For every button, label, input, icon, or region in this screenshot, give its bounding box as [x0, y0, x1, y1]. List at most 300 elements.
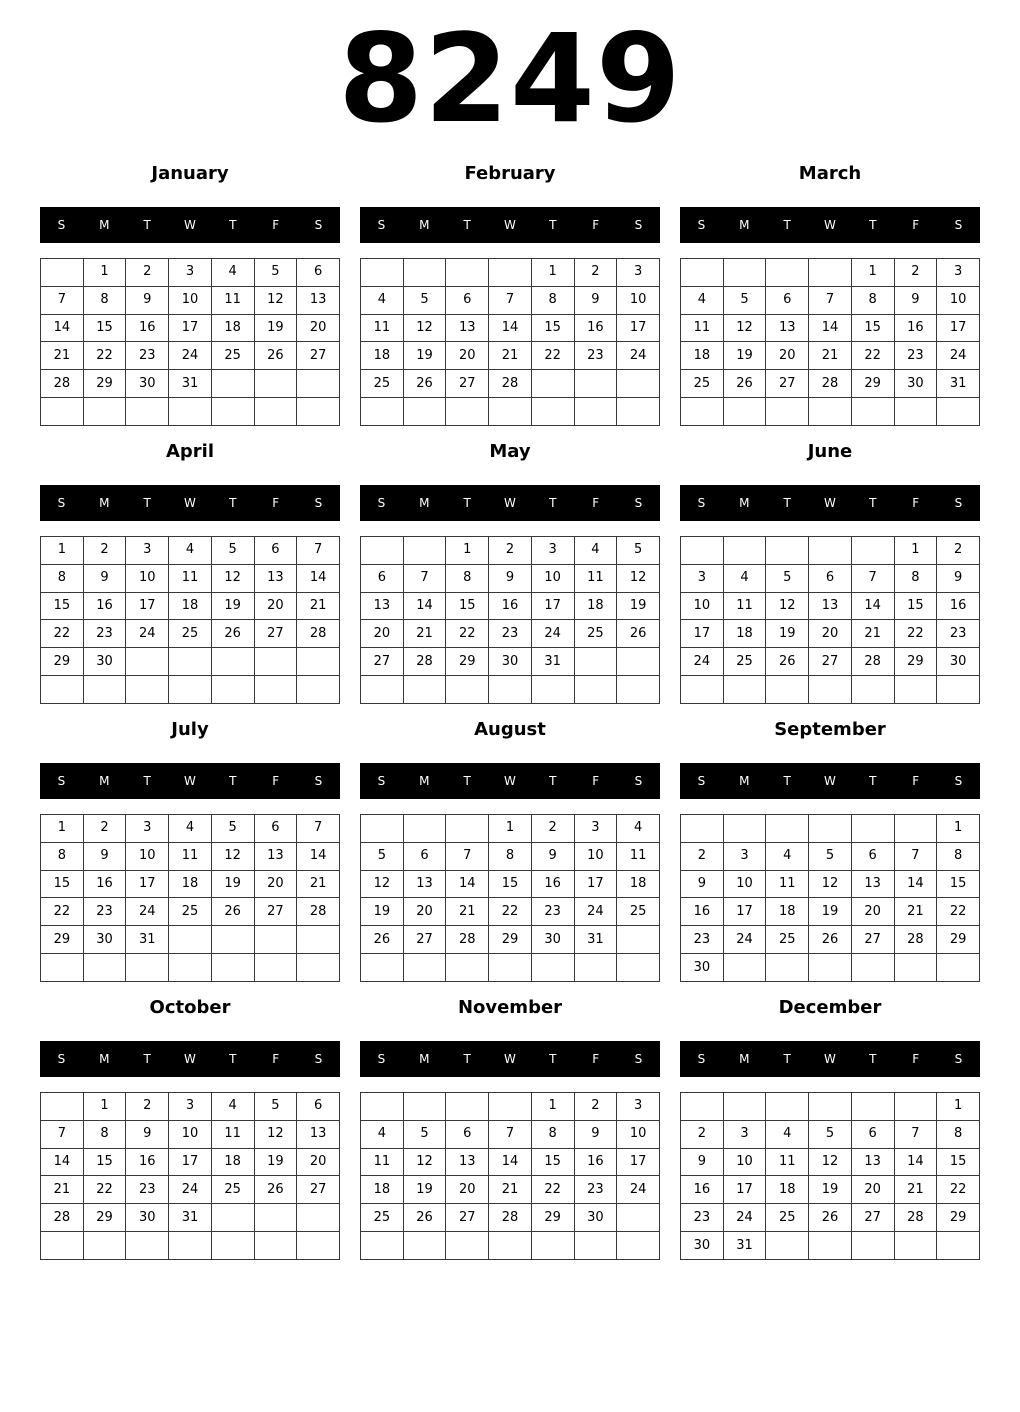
empty-day-cell — [446, 1232, 489, 1260]
day-cell: 17 — [617, 314, 660, 342]
empty-day-cell — [937, 954, 980, 982]
empty-day-cell — [126, 648, 169, 676]
weekday-label: T — [783, 218, 791, 232]
empty-day-cell — [851, 1232, 894, 1260]
empty-day-cell — [211, 1232, 254, 1260]
weekday-label: W — [504, 496, 516, 510]
weekday-header — [680, 763, 980, 799]
day-cell: 26 — [809, 926, 852, 954]
day-cell: 5 — [403, 1120, 446, 1148]
day-cell: 9 — [937, 564, 980, 592]
empty-day-cell — [809, 676, 852, 704]
empty-day-cell — [723, 259, 766, 287]
day-cell: 11 — [574, 564, 617, 592]
day-cell: 26 — [361, 926, 404, 954]
week-row — [681, 926, 980, 954]
empty-day-cell — [809, 954, 852, 982]
empty-day-cell — [254, 926, 297, 954]
day-cell: 24 — [723, 1204, 766, 1232]
weekday-header — [360, 485, 660, 521]
empty-day-cell — [489, 398, 532, 426]
day-cell: 4 — [723, 564, 766, 592]
day-cell: 24 — [126, 620, 169, 648]
day-cell: 11 — [723, 592, 766, 620]
empty-day-cell — [211, 954, 254, 982]
weekday-header — [40, 763, 340, 799]
day-cell: 4 — [681, 286, 724, 314]
day-cell: 27 — [361, 648, 404, 676]
day-cell: 22 — [531, 1176, 574, 1204]
day-cell: 20 — [297, 1148, 340, 1176]
day-cell: 29 — [83, 1204, 126, 1232]
weekday-label: F — [272, 774, 280, 788]
week-row — [681, 620, 980, 648]
week-row — [681, 314, 980, 342]
day-cell: 27 — [254, 898, 297, 926]
day-cell: 2 — [894, 259, 937, 287]
week-row — [681, 1232, 980, 1260]
empty-day-cell — [851, 954, 894, 982]
day-cell: 5 — [211, 537, 254, 565]
day-cell: 9 — [83, 564, 126, 592]
weekday-label: S — [314, 774, 323, 788]
day-cell: 8 — [489, 842, 532, 870]
day-cell: 25 — [723, 648, 766, 676]
weekday-label: T — [229, 218, 237, 232]
day-cell: 2 — [531, 815, 574, 843]
weekday-label: T — [229, 496, 237, 510]
day-cell: 11 — [361, 314, 404, 342]
week-row — [361, 898, 660, 926]
week-row — [361, 676, 660, 704]
empty-day-cell — [403, 1093, 446, 1121]
day-cell: 16 — [681, 1176, 724, 1204]
day-cell: 16 — [681, 898, 724, 926]
day-cell: 7 — [851, 564, 894, 592]
day-cell: 9 — [574, 1120, 617, 1148]
day-cell: 2 — [126, 1093, 169, 1121]
week-row — [361, 815, 660, 843]
day-cell: 15 — [489, 870, 532, 898]
weekday-label: W — [184, 1052, 196, 1066]
day-cell: 16 — [489, 592, 532, 620]
day-cell: 24 — [723, 926, 766, 954]
day-cell: 8 — [531, 1120, 574, 1148]
day-cell: 4 — [617, 815, 660, 843]
day-cell: 22 — [83, 342, 126, 370]
day-cell: 6 — [851, 842, 894, 870]
day-cell: 4 — [169, 815, 212, 843]
day-cell: 19 — [211, 870, 254, 898]
day-cell: 25 — [766, 926, 809, 954]
day-grid — [360, 258, 660, 426]
day-cell: 1 — [937, 1093, 980, 1121]
day-cell: 17 — [723, 1176, 766, 1204]
empty-day-cell — [297, 398, 340, 426]
empty-day-cell — [211, 370, 254, 398]
day-cell: 14 — [41, 314, 84, 342]
day-cell: 13 — [809, 592, 852, 620]
empty-day-cell — [937, 1232, 980, 1260]
weekday-label: W — [824, 218, 836, 232]
weekday-label: T — [143, 1052, 151, 1066]
week-row — [41, 676, 340, 704]
weekday-label: S — [57, 1052, 66, 1066]
day-cell: 29 — [41, 926, 84, 954]
weekday-label: S — [377, 218, 386, 232]
empty-day-cell — [403, 815, 446, 843]
week-row — [41, 370, 340, 398]
day-cell: 9 — [531, 842, 574, 870]
day-cell: 22 — [531, 342, 574, 370]
empty-day-cell — [446, 1093, 489, 1121]
day-cell: 18 — [574, 592, 617, 620]
day-cell: 26 — [211, 898, 254, 926]
day-cell: 28 — [41, 370, 84, 398]
week-row — [681, 1120, 980, 1148]
day-cell: 20 — [446, 342, 489, 370]
day-cell: 11 — [766, 1148, 809, 1176]
day-cell: 12 — [211, 564, 254, 592]
weekday-label: S — [634, 1052, 643, 1066]
day-cell: 12 — [723, 314, 766, 342]
empty-day-cell — [297, 648, 340, 676]
day-cell: 23 — [937, 620, 980, 648]
month-name: December — [778, 997, 882, 1018]
day-cell: 25 — [169, 620, 212, 648]
week-row — [681, 537, 980, 565]
empty-day-cell — [681, 815, 724, 843]
day-cell: 7 — [489, 1120, 532, 1148]
day-cell: 13 — [403, 870, 446, 898]
week-row — [361, 537, 660, 565]
day-cell: 11 — [361, 1148, 404, 1176]
day-cell: 11 — [211, 286, 254, 314]
weekday-label: S — [314, 1052, 323, 1066]
week-row — [41, 286, 340, 314]
day-cell: 8 — [83, 1120, 126, 1148]
week-row — [361, 954, 660, 982]
empty-day-cell — [531, 398, 574, 426]
day-cell: 1 — [894, 537, 937, 565]
day-cell: 14 — [894, 870, 937, 898]
empty-day-cell — [446, 954, 489, 982]
empty-day-cell — [531, 1232, 574, 1260]
day-cell: 20 — [297, 314, 340, 342]
empty-day-cell — [126, 676, 169, 704]
empty-day-cell — [361, 1232, 404, 1260]
weekday-label: F — [272, 496, 280, 510]
empty-day-cell — [254, 954, 297, 982]
day-cell: 20 — [361, 620, 404, 648]
empty-day-cell — [489, 259, 532, 287]
day-cell: 7 — [894, 842, 937, 870]
day-cell: 24 — [169, 342, 212, 370]
day-cell: 9 — [894, 286, 937, 314]
day-cell: 13 — [297, 286, 340, 314]
day-cell: 23 — [126, 1176, 169, 1204]
day-cell: 9 — [681, 1148, 724, 1176]
day-cell: 8 — [446, 564, 489, 592]
day-cell: 10 — [617, 286, 660, 314]
week-row — [361, 1120, 660, 1148]
day-cell: 25 — [169, 898, 212, 926]
day-cell: 2 — [937, 537, 980, 565]
day-cell: 27 — [297, 342, 340, 370]
day-cell: 21 — [489, 342, 532, 370]
weekday-label: M — [419, 218, 430, 232]
weekday-label: S — [954, 496, 963, 510]
day-cell: 18 — [361, 1176, 404, 1204]
day-cell: 29 — [937, 1204, 980, 1232]
day-cell: 30 — [937, 648, 980, 676]
day-cell: 25 — [361, 370, 404, 398]
weekday-label: T — [869, 774, 877, 788]
week-row — [361, 1204, 660, 1232]
week-row — [41, 342, 340, 370]
day-cell: 28 — [809, 370, 852, 398]
day-cell: 26 — [254, 1176, 297, 1204]
day-cell: 24 — [574, 898, 617, 926]
day-cell: 3 — [169, 259, 212, 287]
day-cell: 4 — [574, 537, 617, 565]
week-row — [41, 870, 340, 898]
day-cell: 25 — [617, 898, 660, 926]
weekday-label: M — [99, 1052, 110, 1066]
day-cell: 9 — [681, 870, 724, 898]
day-cell: 23 — [489, 620, 532, 648]
day-cell: 15 — [83, 314, 126, 342]
day-cell: 5 — [254, 1093, 297, 1121]
weekday-label: F — [592, 1052, 600, 1066]
empty-day-cell — [723, 815, 766, 843]
empty-day-cell — [361, 954, 404, 982]
day-cell: 8 — [41, 564, 84, 592]
day-cell: 23 — [83, 620, 126, 648]
empty-day-cell — [766, 676, 809, 704]
day-cell: 1 — [41, 537, 84, 565]
day-cell: 15 — [41, 870, 84, 898]
empty-day-cell — [83, 954, 126, 982]
day-cell: 19 — [723, 342, 766, 370]
day-cell: 18 — [766, 1176, 809, 1204]
empty-day-cell — [41, 1093, 84, 1121]
day-cell: 28 — [851, 648, 894, 676]
day-cell: 22 — [937, 1176, 980, 1204]
weekday-label: M — [419, 496, 430, 510]
day-cell: 10 — [937, 286, 980, 314]
weekday-label: T — [143, 774, 151, 788]
month-name: January — [151, 163, 229, 184]
empty-day-cell — [489, 676, 532, 704]
day-cell: 27 — [254, 620, 297, 648]
day-cell: 31 — [574, 926, 617, 954]
empty-day-cell — [126, 398, 169, 426]
day-cell: 7 — [894, 1120, 937, 1148]
day-cell: 2 — [681, 1120, 724, 1148]
day-grid — [680, 814, 980, 982]
day-grid — [40, 258, 340, 426]
day-cell: 5 — [723, 286, 766, 314]
weekday-label: M — [419, 774, 430, 788]
day-cell: 19 — [254, 314, 297, 342]
day-cell: 28 — [894, 1204, 937, 1232]
day-cell: 25 — [766, 1204, 809, 1232]
day-cell: 27 — [297, 1176, 340, 1204]
day-cell: 5 — [617, 537, 660, 565]
day-grid — [40, 1092, 340, 1260]
empty-day-cell — [361, 259, 404, 287]
day-cell: 14 — [446, 870, 489, 898]
weekday-label: S — [697, 496, 706, 510]
weekday-label: S — [634, 496, 643, 510]
empty-day-cell — [894, 1093, 937, 1121]
empty-day-cell — [83, 1232, 126, 1260]
weekday-label: F — [272, 218, 280, 232]
empty-day-cell — [851, 1093, 894, 1121]
empty-day-cell — [531, 954, 574, 982]
day-cell: 9 — [126, 286, 169, 314]
empty-day-cell — [809, 815, 852, 843]
weekday-label: T — [463, 1052, 471, 1066]
day-cell: 6 — [809, 564, 852, 592]
empty-day-cell — [169, 398, 212, 426]
day-cell: 10 — [574, 842, 617, 870]
weekday-label: T — [143, 218, 151, 232]
week-row — [681, 842, 980, 870]
empty-day-cell — [809, 537, 852, 565]
empty-day-cell — [574, 648, 617, 676]
day-cell: 8 — [937, 842, 980, 870]
week-row — [41, 259, 340, 287]
day-cell: 2 — [83, 815, 126, 843]
day-cell: 10 — [126, 564, 169, 592]
day-cell: 8 — [83, 286, 126, 314]
month-name: March — [798, 163, 862, 184]
empty-day-cell — [617, 926, 660, 954]
day-cell: 10 — [126, 842, 169, 870]
day-cell: 12 — [361, 870, 404, 898]
day-cell: 15 — [937, 1148, 980, 1176]
weekday-label: M — [99, 774, 110, 788]
week-row — [361, 1176, 660, 1204]
day-cell: 2 — [489, 537, 532, 565]
empty-day-cell — [446, 676, 489, 704]
empty-day-cell — [531, 676, 574, 704]
day-cell: 14 — [894, 1148, 937, 1176]
day-cell: 30 — [126, 370, 169, 398]
day-cell: 18 — [617, 870, 660, 898]
day-grid — [40, 814, 340, 982]
weekday-label: S — [57, 496, 66, 510]
day-cell: 21 — [403, 620, 446, 648]
day-cell: 13 — [254, 842, 297, 870]
empty-day-cell — [489, 954, 532, 982]
day-cell: 17 — [937, 314, 980, 342]
weekday-label: S — [634, 218, 643, 232]
day-cell: 12 — [766, 592, 809, 620]
week-row — [681, 286, 980, 314]
week-row — [681, 259, 980, 287]
week-row — [361, 314, 660, 342]
month-name: May — [489, 441, 531, 462]
day-cell: 15 — [446, 592, 489, 620]
day-cell: 7 — [41, 286, 84, 314]
day-cell: 7 — [403, 564, 446, 592]
empty-day-cell — [617, 1232, 660, 1260]
empty-day-cell — [617, 648, 660, 676]
weekday-header — [40, 1041, 340, 1077]
day-cell: 3 — [937, 259, 980, 287]
day-cell: 24 — [681, 648, 724, 676]
weekday-label: S — [314, 218, 323, 232]
empty-day-cell — [211, 926, 254, 954]
empty-day-cell — [254, 1204, 297, 1232]
day-cell: 29 — [41, 648, 84, 676]
day-cell: 22 — [894, 620, 937, 648]
empty-day-cell — [297, 1232, 340, 1260]
day-cell: 10 — [531, 564, 574, 592]
weekday-header — [40, 207, 340, 243]
week-row — [681, 1148, 980, 1176]
day-grid — [680, 536, 980, 704]
weekday-label: S — [954, 1052, 963, 1066]
weekday-label: F — [912, 218, 920, 232]
weekday-header — [680, 1041, 980, 1077]
month-name: September — [774, 719, 886, 740]
day-cell: 21 — [809, 342, 852, 370]
week-row — [681, 815, 980, 843]
day-cell: 18 — [211, 314, 254, 342]
empty-day-cell — [574, 1232, 617, 1260]
week-row — [41, 926, 340, 954]
empty-day-cell — [126, 954, 169, 982]
empty-day-cell — [446, 815, 489, 843]
day-cell: 3 — [126, 815, 169, 843]
day-cell: 23 — [681, 926, 724, 954]
day-cell: 27 — [766, 370, 809, 398]
empty-day-cell — [254, 370, 297, 398]
day-cell: 31 — [937, 370, 980, 398]
week-row — [41, 815, 340, 843]
week-row — [681, 370, 980, 398]
week-row — [361, 286, 660, 314]
day-cell: 20 — [851, 1176, 894, 1204]
day-cell: 22 — [446, 620, 489, 648]
week-row — [681, 564, 980, 592]
day-cell: 30 — [126, 1204, 169, 1232]
week-row — [41, 1232, 340, 1260]
day-cell: 16 — [126, 314, 169, 342]
empty-day-cell — [361, 676, 404, 704]
week-row — [681, 870, 980, 898]
empty-day-cell — [211, 398, 254, 426]
day-cell: 10 — [169, 1120, 212, 1148]
day-cell: 3 — [169, 1093, 212, 1121]
day-cell: 3 — [681, 564, 724, 592]
weekday-label: T — [549, 774, 557, 788]
weekday-label: M — [99, 496, 110, 510]
day-cell: 21 — [851, 620, 894, 648]
empty-day-cell — [766, 954, 809, 982]
week-row — [361, 926, 660, 954]
day-grid — [40, 536, 340, 704]
day-cell: 24 — [937, 342, 980, 370]
week-row — [41, 842, 340, 870]
empty-day-cell — [617, 398, 660, 426]
day-cell: 21 — [297, 870, 340, 898]
day-cell: 30 — [489, 648, 532, 676]
